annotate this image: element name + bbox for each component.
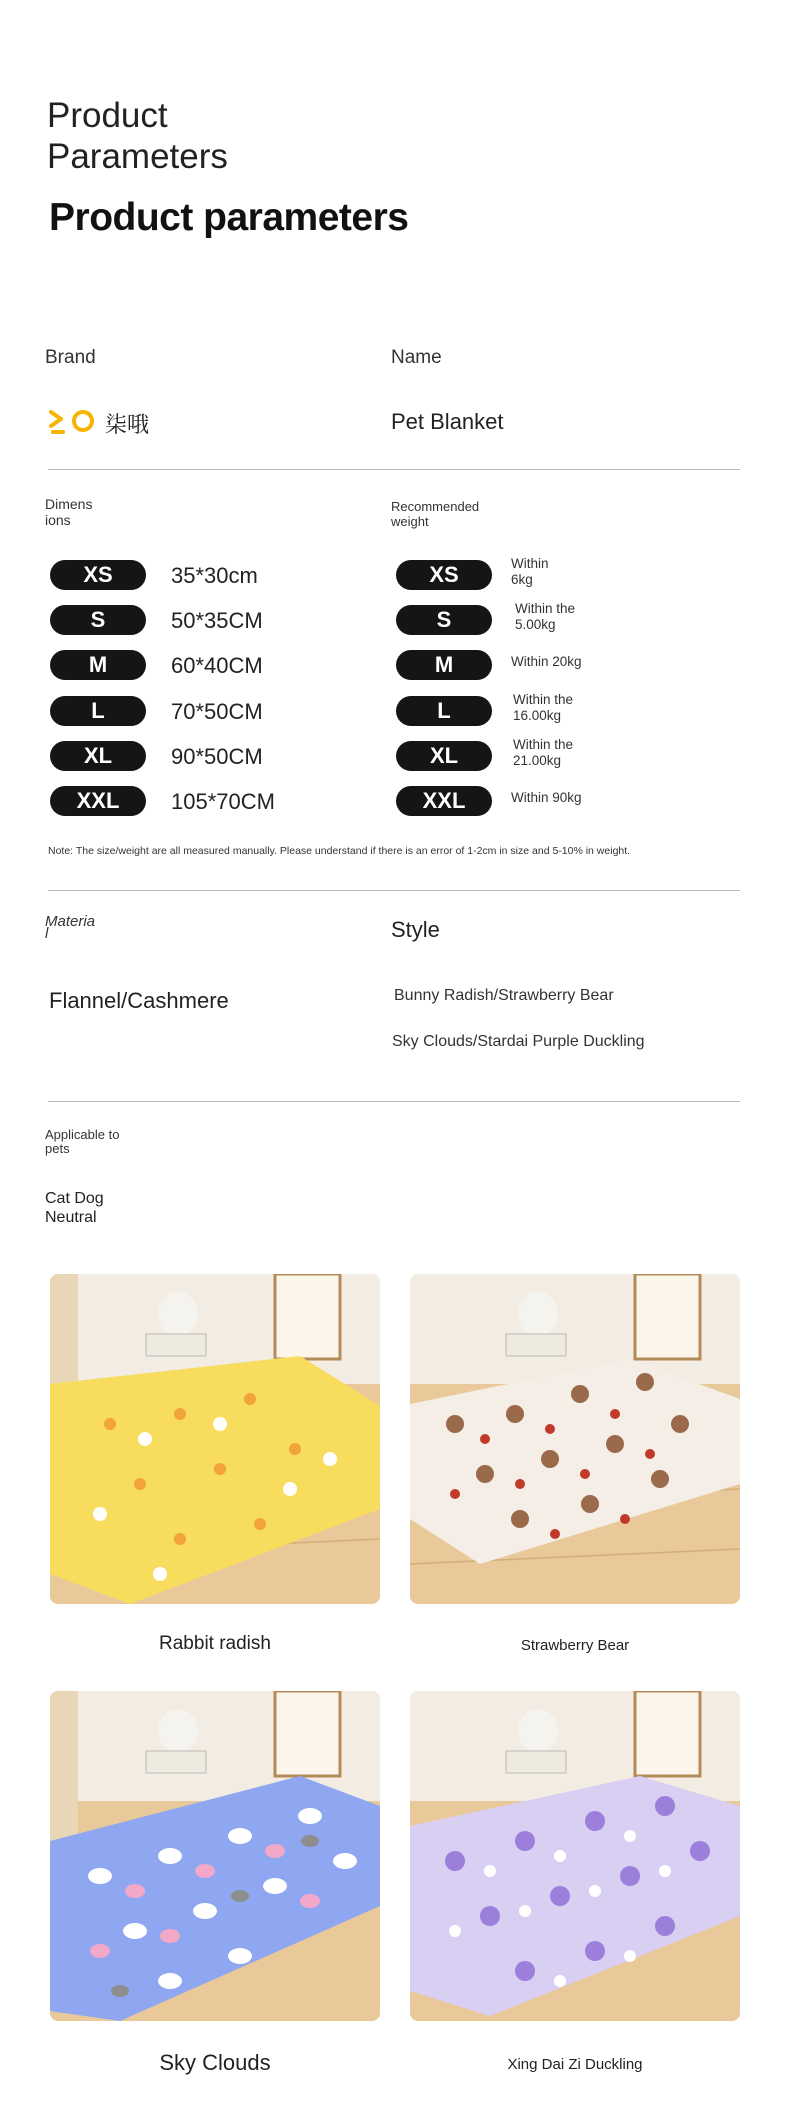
weight-value-line1: Within the [513, 692, 574, 707]
brand-logo-text: 柒哦 [105, 413, 150, 438]
size-pill: XXL [396, 786, 492, 816]
caption-rabbit-radish: Rabbit radish [159, 1633, 271, 1654]
weight-value-line1: Within the [513, 737, 574, 752]
dimension-value: 35*30cm [171, 563, 258, 588]
divider [48, 890, 740, 891]
applicable-label-line1: Applicable to [45, 1127, 120, 1142]
weight-value-line1: Within 20kg [511, 654, 582, 669]
size-pill: XS [396, 560, 492, 590]
size-pill: M [396, 650, 492, 680]
dimension-value: 105*70CM [171, 789, 275, 814]
dimension-value: 90*50CM [171, 744, 263, 769]
weight-value-line1: Within the [515, 601, 576, 616]
dimensions-label-line2: ions [45, 512, 71, 528]
dimensions-label [45, 496, 92, 528]
dimension-value: 70*50CM [171, 699, 263, 724]
product-photo-xing-dai-zi-duckling [410, 1691, 740, 2021]
applicable-value-line1: Cat Dog [45, 1190, 104, 1207]
dimension-value: 50*35CM [171, 608, 263, 633]
weight-value [511, 790, 582, 806]
blanket-image [410, 1691, 740, 2021]
product-photo-rabbit-radish [50, 1274, 380, 1604]
applicable-value-line2: Neutral [45, 1209, 97, 1226]
weight-value [515, 601, 575, 633]
page-title-line1: Product [47, 96, 168, 135]
brand-label: Brand [45, 347, 96, 368]
material-label-line2: l [45, 925, 49, 942]
weight-value [511, 654, 582, 670]
size-pill: XXL [50, 786, 146, 816]
measurement-note: Note: The size/weight are all measured manually. Please understand if there is an error of 1-2cm in size and 5-10% in weight. [48, 845, 631, 857]
weight-value-line2: 16.00kg [513, 708, 562, 723]
caption-strawberry-bear: Strawberry Bear [520, 1637, 630, 1654]
product-photo-strawberry-bear [410, 1274, 740, 1604]
blanket-image [50, 1274, 380, 1604]
weight-label [391, 499, 479, 529]
name-label: Name [391, 347, 442, 368]
size-pill: S [396, 605, 492, 635]
brand-logo-mark-icon [49, 407, 99, 437]
size-pill: XS [50, 560, 146, 590]
style-value-line2: Sky Clouds/Stardai Purple Duckling [392, 1033, 645, 1050]
weight-value [513, 692, 573, 724]
weight-value [511, 556, 549, 588]
caption-sky-clouds: Sky Clouds [159, 2050, 271, 2075]
size-pill: M [50, 650, 146, 680]
weight-value-line1: Within [511, 556, 549, 571]
brand-logo [49, 407, 189, 437]
weight-value [513, 737, 573, 769]
weight-value-line2: 6kg [511, 572, 533, 587]
page-title [47, 95, 228, 177]
weight-value-line1: Within 90kg [511, 790, 582, 805]
size-pill: L [50, 696, 146, 726]
applicable-label-line2: pets [45, 1141, 70, 1156]
name-value: Pet Blanket [391, 409, 504, 434]
divider [48, 469, 740, 470]
weight-label-line2: weight [391, 514, 429, 529]
weight-label-line1: Recommended [391, 499, 480, 514]
product-photo-sky-clouds [50, 1691, 380, 2021]
material-label [45, 913, 96, 942]
size-pill: XL [50, 741, 146, 771]
size-pill: L [396, 696, 492, 726]
applicable-label [45, 1128, 119, 1156]
applicable-value [45, 1189, 104, 1227]
blanket-image [50, 1691, 380, 2021]
page-title-line2: Parameters [47, 137, 228, 176]
style-label: Style [391, 917, 440, 942]
divider [48, 1101, 740, 1102]
style-value-line1: Bunny Radish/Strawberry Bear [394, 987, 614, 1004]
page-subtitle: Product parameters [49, 196, 409, 239]
material-value: Flannel/Cashmere [49, 988, 229, 1013]
dimension-value: 60*40CM [171, 653, 263, 678]
size-pill: XL [396, 741, 492, 771]
weight-value-line2: 21.00kg [513, 753, 562, 768]
material-label-line1: Materia [45, 913, 96, 930]
caption-xing-dai-zi-duckling: Xing Dai Zi Duckling [507, 2056, 643, 2073]
size-pill: S [50, 605, 146, 635]
blanket-image [410, 1274, 740, 1604]
dimensions-label-line1: Dimens [45, 496, 93, 512]
weight-value-line2: 5.00kg [515, 617, 556, 632]
